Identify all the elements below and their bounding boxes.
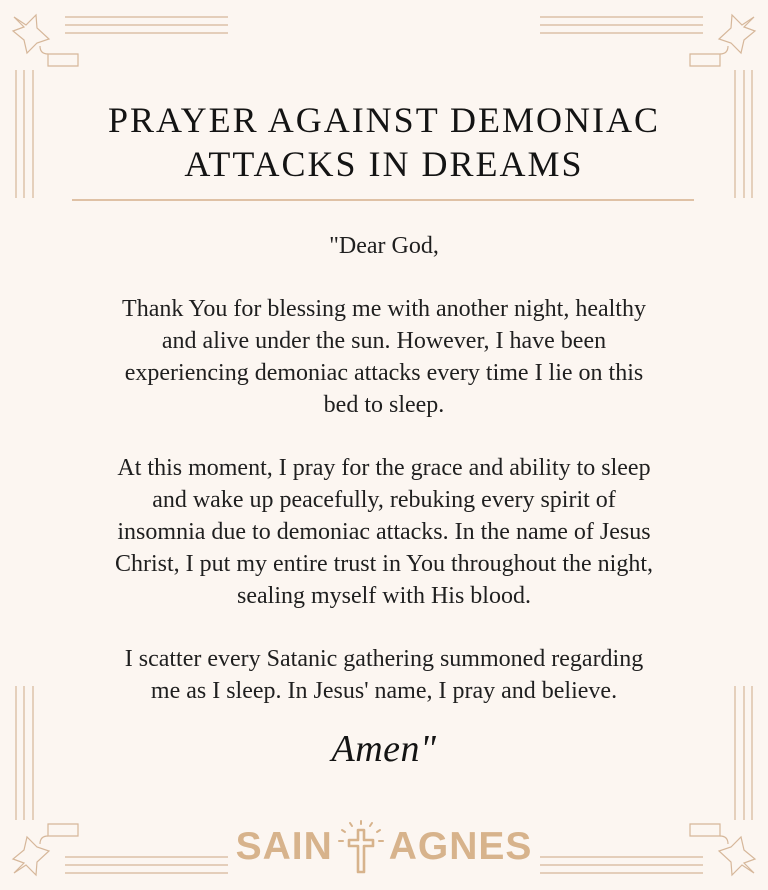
paragraph-1-line-3: experiencing demoniac attacks every time I lie on this	[124, 360, 644, 386]
paragraph-2-line-2: and wake up peacefully, rebuking every spirit of	[152, 487, 616, 513]
title-divider	[72, 199, 694, 201]
page-title	[0, 98, 768, 186]
cross-logo-icon	[334, 818, 388, 876]
paragraph-1	[66, 293, 702, 421]
opening-line: "Dear God,	[329, 233, 439, 259]
prayer-body	[66, 230, 702, 738]
paragraph-1-line-2: and alive under the sun. However, I have been	[161, 328, 607, 354]
paragraph-3-line-2: me as I sleep. In Jesus' name, I pray and believe.	[150, 678, 618, 704]
paragraph-1-line-4: bed to sleep.	[323, 392, 445, 418]
logo-left-text: SAIN	[235, 825, 333, 868]
title-line-2: ATTACKS IN DREAMS	[184, 144, 584, 184]
paragraph-2-line-4: Christ, I put my entire trust in You throughout the night,	[115, 551, 653, 577]
paragraph-3-line-1: I scatter every Satanic gathering summoned regarding	[124, 646, 644, 672]
title-line-1: PRAYER AGAINST DEMONIAC	[107, 100, 661, 140]
paragraph-2-line-5: sealing myself with His blood.	[237, 583, 531, 609]
paragraph-2-line-3: insomnia due to demoniac attacks. In the name of Jesus	[117, 519, 651, 545]
paragraph-2-line-1: At this moment, I pray for the grace and ability to sleep	[117, 455, 651, 481]
closing-amen: Amen"	[331, 728, 437, 770]
paragraph-2	[66, 452, 702, 612]
paragraph-1-line-1: Thank You for blessing me with another night, healthy	[122, 296, 646, 322]
logo-right-text: AGNES	[388, 825, 533, 868]
saint-agnes-logo	[235, 818, 533, 876]
paragraph-3	[66, 643, 702, 707]
